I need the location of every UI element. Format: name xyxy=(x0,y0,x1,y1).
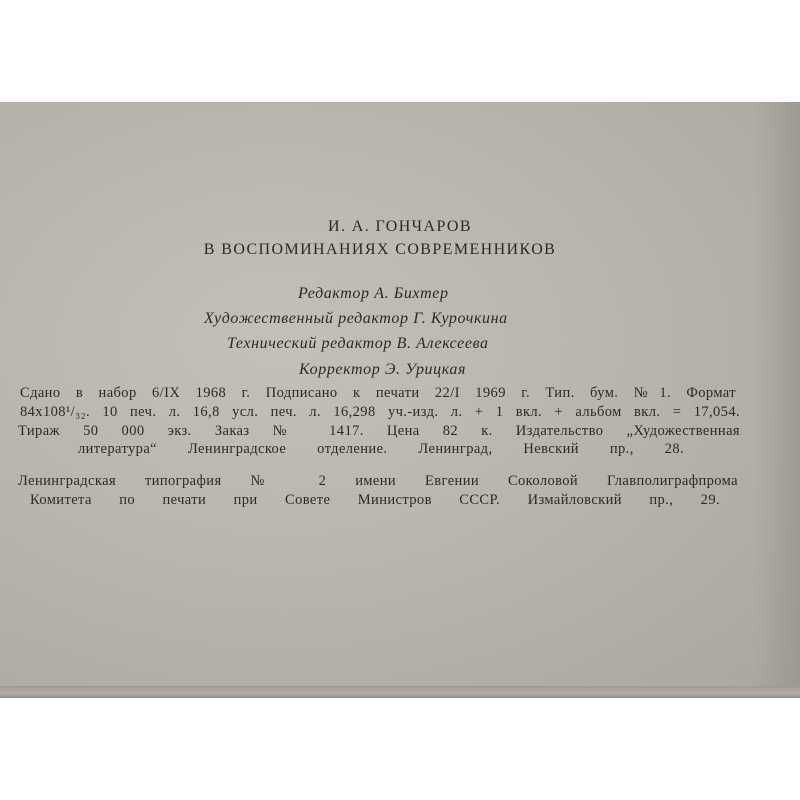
imprint-line-1: Сдано в набор 6/IX 1968 г. Подписано к печати 22/I 1969 г. Тип. бум. №1. Формат xyxy=(20,385,736,401)
credit-art-editor: Художественный редактор Г. Курочкина xyxy=(204,310,508,327)
book-title xyxy=(0,218,800,236)
book-page-photo xyxy=(0,102,800,698)
book-subtitle xyxy=(0,241,760,259)
page-shadow-right xyxy=(754,102,800,698)
printer-line-2: Комитета по печати при Совете Министров СССР. Измайловский пр., 29. xyxy=(30,492,720,508)
credit-proofreader: Корректор Э. Урицкая xyxy=(299,361,467,378)
credit-editor: Редактор А. Бихтер xyxy=(298,285,449,302)
book-title-line-1: И. А. ГОНЧАРОВ xyxy=(328,218,472,235)
credit-tech-editor: Технический редактор В. Алексеева xyxy=(227,335,489,352)
imprint-line-3: Тираж 50 000 экз. Заказ № 1417. Цена 82 к. Издательство „Художественная xyxy=(18,423,740,439)
imprint-line-4: литература“ Ленинградское отделение. Ленинград, Невский пр., 28. xyxy=(78,441,684,457)
printer-line-1: Ленинградская типография № 2 имени Евгении Соколовой Главполиграфпрома xyxy=(18,473,738,489)
book-title-line-2: В ВОСПОМИНАНИЯХ СОВРЕМЕННИКОВ xyxy=(203,241,557,258)
imprint-line-2: 84x108¹/₃₂. 10 печ. л. 16,8 усл. печ. л. 16,298 уч.-изд. л. + 1 вкл. + альбом вкл. = 17,054. xyxy=(20,404,740,420)
page-bottom-edge xyxy=(0,686,800,698)
